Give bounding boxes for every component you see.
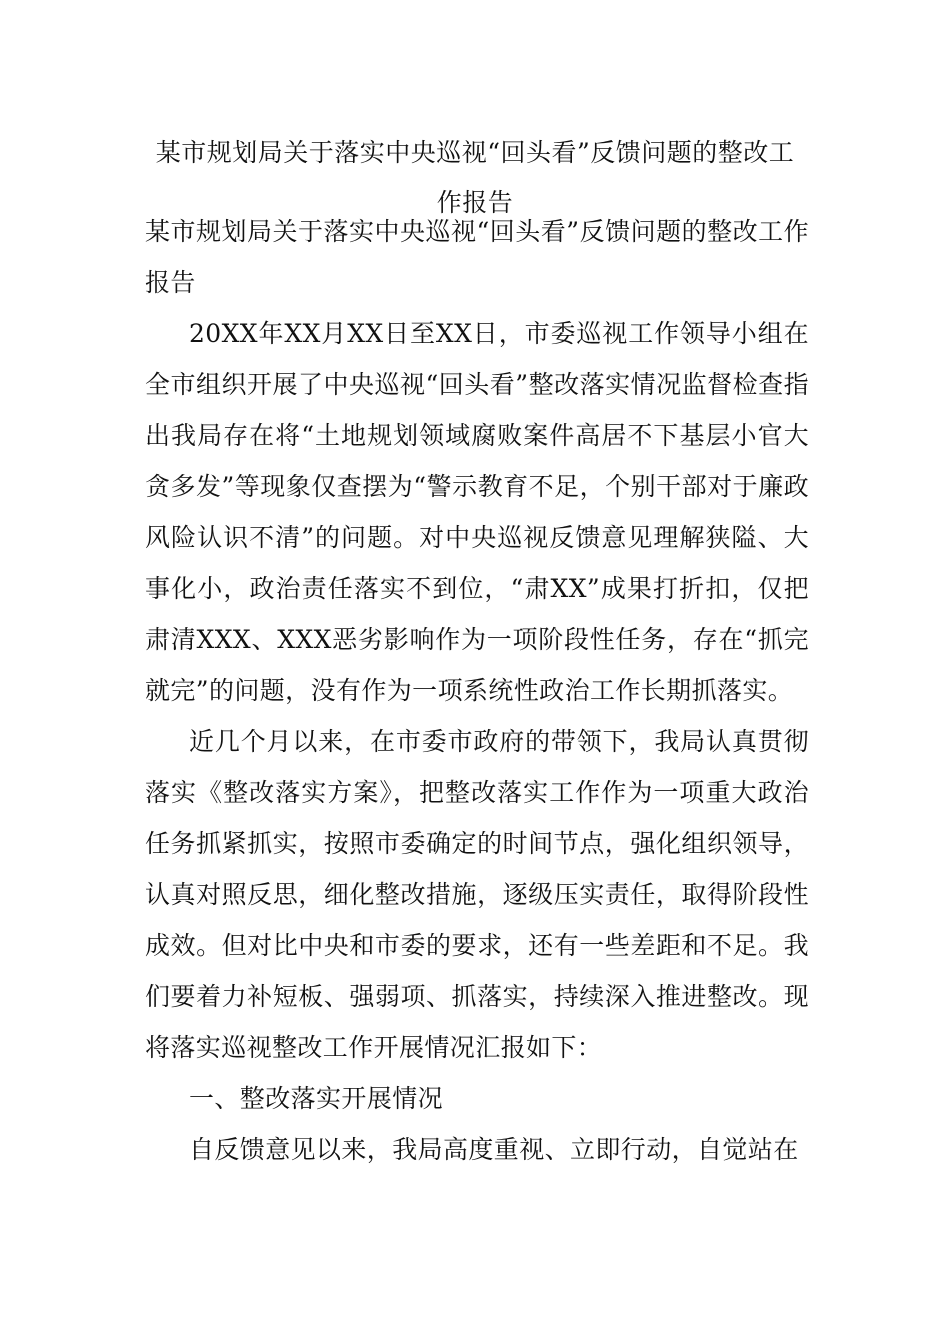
- document-title: 某市规划局关于落实中央巡视“回头看”反馈问题的整改工作报告: [155, 138, 795, 217]
- body-paragraph-2: 近几个月以来，在市委市政府的带领下，我局认真贯彻落实《整改落实方案》，把整改落实工作作为一项重大政治任务抓紧抓实，按照市委确定的时间节点，强化组织领导，认真对照反思，细化整改措施，逐级压实责任，取得阶段性成效。但对比中央和市委的要求，还有一些差距和不足。我们要着力补短板、强弱项、抓落实，持续深入推进整改。现将落实巡视整改工作开展情况汇报如下：: [145, 727, 809, 1062]
- repeated-title-paragraph: 某市规划局关于落实中央巡视“回头看”反馈问题的整改工作报告: [145, 217, 809, 297]
- document-body: [145, 206, 809, 1175]
- body-paragraph-1: 20XX年XX月XX日至XX日，市委巡视工作领导小组在全市组织开展了中央巡视“回头看”整改落实情况监督检查指出我局存在将“土地规划领域腐败案件高居不下基层小官大贪多发”等现象仅查摆为“警示教育不足，个别干部对于廉政风险认识不清”的问题。对中央巡视反馈意见理解狭隘、大事化小，政治责任落实不到位，“肃XX”成果打折扣，仅把肃清XXX、XXX恶劣影响作为一项阶段性任务，存在“抓完就完”的问题，没有作为一项系统性政治工作长期抓落实。: [145, 319, 809, 705]
- body-paragraph-3: 自反馈意见以来，我局高度重视、立即行动，自觉站在: [189, 1135, 799, 1164]
- section-heading: 一、整改落实开展情况: [189, 1084, 444, 1113]
